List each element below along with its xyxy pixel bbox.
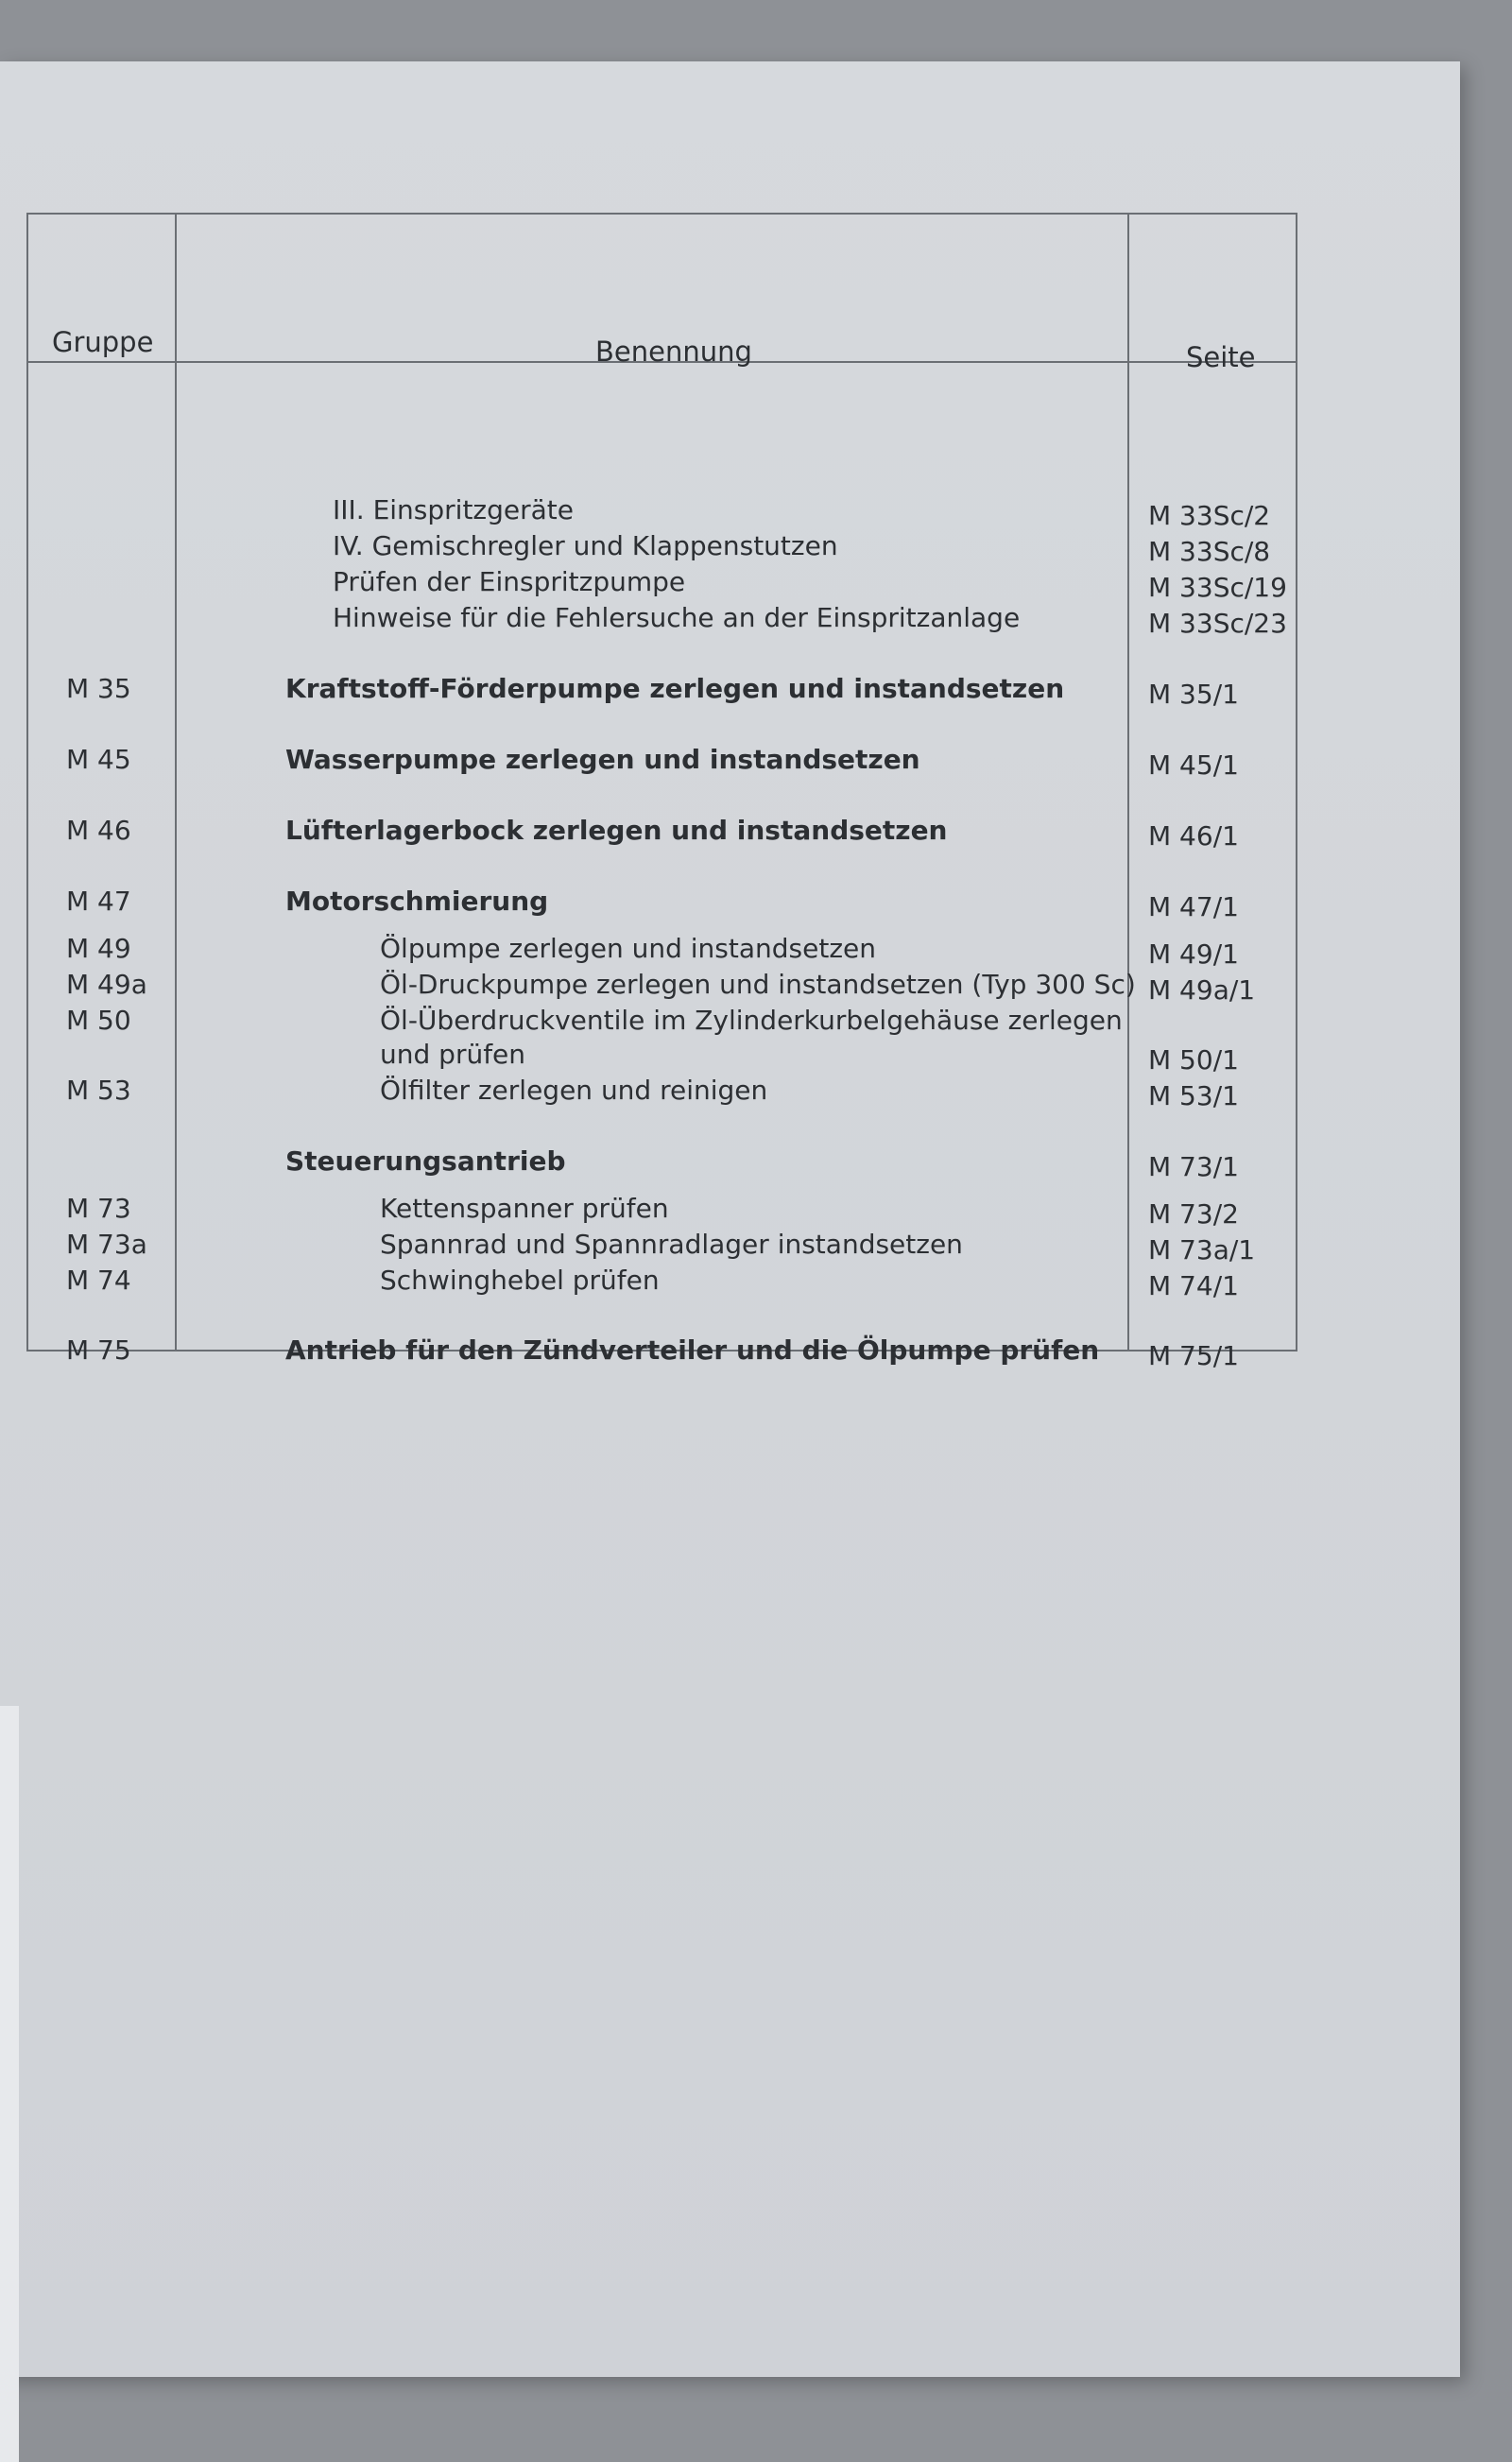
row-title: und prüfen bbox=[380, 1039, 526, 1070]
table-row bbox=[28, 494, 1296, 532]
document-page bbox=[0, 61, 1460, 2377]
row-title: Öl-Druckpumpe zerlegen und instandsetzen (Typ 300 Sc) bbox=[380, 969, 1136, 1000]
row-seite: M 75/1 bbox=[1148, 1340, 1239, 1371]
row-seite: M 74/1 bbox=[1148, 1270, 1239, 1301]
row-seite: M 49a/1 bbox=[1148, 974, 1256, 1006]
row-title: Ölpumpe zerlegen und instandsetzen bbox=[380, 933, 876, 964]
row-gruppe: M 74 bbox=[66, 1265, 131, 1296]
row-title: Kraftstoff-Förderpumpe zerlegen und instandsetzen bbox=[285, 673, 1065, 704]
row-title: Ölfilter zerlegen und reinigen bbox=[380, 1075, 768, 1106]
table-row bbox=[28, 1145, 1296, 1183]
header-benennung: Benennung bbox=[595, 336, 752, 368]
row-seite: M 45/1 bbox=[1148, 749, 1239, 781]
row-gruppe: M 46 bbox=[66, 815, 131, 846]
row-seite: M 73a/1 bbox=[1148, 1234, 1256, 1265]
row-seite: M 73/2 bbox=[1148, 1198, 1239, 1230]
row-seite: M 49/1 bbox=[1148, 938, 1239, 970]
row-seite: M 33Sc/19 bbox=[1148, 572, 1287, 603]
row-title: Schwinghebel prüfen bbox=[380, 1265, 660, 1296]
row-title: Antrieb für den Zündverteiler und die Ölpumpe prüfen bbox=[285, 1334, 1100, 1366]
table-row bbox=[28, 1334, 1296, 1372]
table-row bbox=[28, 1193, 1296, 1231]
row-seite: M 35/1 bbox=[1148, 679, 1239, 710]
row-title: Kettenspanner prüfen bbox=[380, 1193, 669, 1224]
row-gruppe: M 53 bbox=[66, 1075, 131, 1106]
row-title: Prüfen der Einspritzpumpe bbox=[333, 566, 686, 597]
table-row bbox=[28, 1229, 1296, 1266]
row-gruppe: M 73a bbox=[66, 1229, 147, 1260]
row-seite: M 33Sc/2 bbox=[1148, 500, 1271, 531]
table-row bbox=[28, 602, 1296, 640]
row-title: Motorschmierung bbox=[285, 886, 549, 917]
table-row bbox=[28, 1005, 1296, 1042]
contents-table bbox=[26, 213, 1297, 1371]
row-title: Steuerungsantrieb bbox=[285, 1145, 566, 1177]
header-gruppe: Gruppe bbox=[52, 326, 154, 358]
row-seite: M 33Sc/23 bbox=[1148, 608, 1287, 639]
header-seite: Seite bbox=[1186, 341, 1256, 373]
row-title: III. Einspritzgeräte bbox=[333, 494, 574, 525]
row-title: IV. Gemischregler und Klappenstutzen bbox=[333, 530, 838, 561]
row-gruppe: M 73 bbox=[66, 1193, 131, 1224]
row-seite: M 47/1 bbox=[1148, 891, 1239, 922]
table-row bbox=[28, 886, 1296, 923]
row-gruppe: M 35 bbox=[66, 673, 131, 704]
row-title: Hinweise für die Fehlersuche an der Einspritzanlage bbox=[333, 602, 1021, 633]
table-row bbox=[28, 969, 1296, 1007]
row-title: Öl-Überdruckventile im Zylinderkurbelgehäuse zerlegen bbox=[380, 1005, 1123, 1036]
row-seite: M 73/1 bbox=[1148, 1151, 1239, 1182]
row-seite: M 53/1 bbox=[1148, 1080, 1239, 1111]
row-gruppe: M 75 bbox=[66, 1334, 131, 1366]
page-edge bbox=[0, 1706, 19, 2462]
table-row bbox=[28, 744, 1296, 782]
table-row bbox=[28, 530, 1296, 568]
row-gruppe: M 45 bbox=[66, 744, 131, 775]
table-row bbox=[28, 1265, 1296, 1302]
table-row bbox=[28, 1075, 1296, 1112]
table-row bbox=[28, 566, 1296, 604]
table-row bbox=[28, 933, 1296, 971]
row-gruppe: M 50 bbox=[66, 1005, 131, 1036]
row-seite: M 50/1 bbox=[1148, 1044, 1239, 1076]
row-gruppe: M 49 bbox=[66, 933, 131, 964]
row-title: Lüfterlagerbock zerlegen und instandsetzen bbox=[285, 815, 948, 846]
row-title: Wasserpumpe zerlegen und instandsetzen bbox=[285, 744, 920, 775]
row-gruppe: M 49a bbox=[66, 969, 147, 1000]
row-title: Spannrad und Spannradlager instandsetzen bbox=[380, 1229, 963, 1260]
row-seite: M 46/1 bbox=[1148, 820, 1239, 852]
table-row bbox=[28, 815, 1296, 852]
table-row bbox=[28, 1039, 1296, 1076]
row-gruppe: M 47 bbox=[66, 886, 131, 917]
row-seite: M 33Sc/8 bbox=[1148, 536, 1271, 567]
table-row bbox=[28, 673, 1296, 711]
